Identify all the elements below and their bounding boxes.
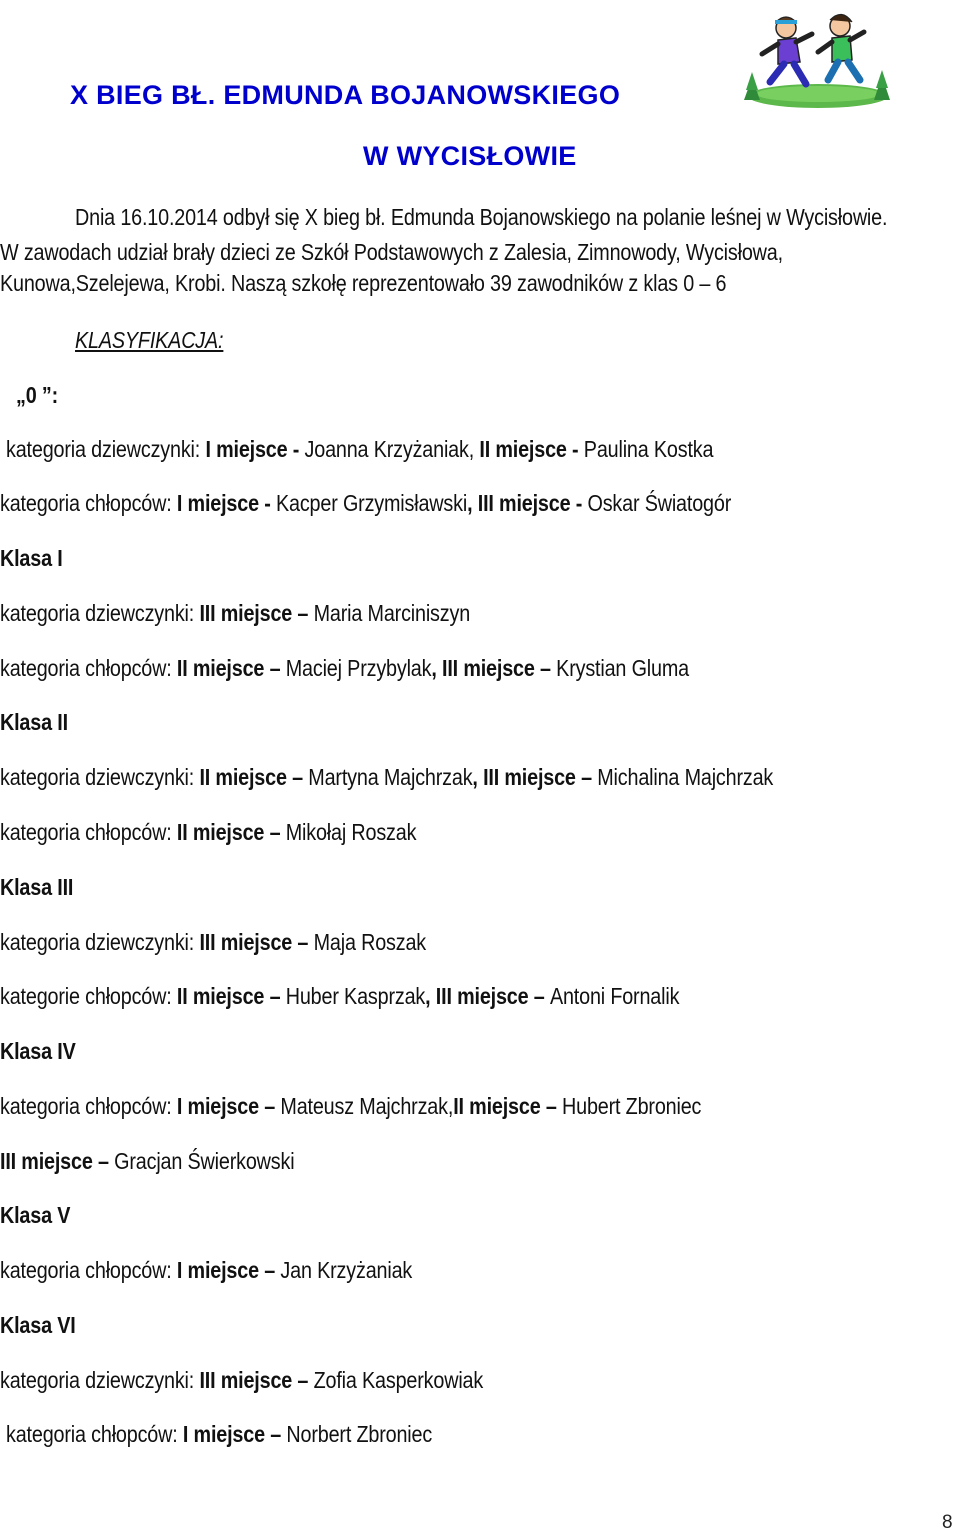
section-0-label: „0 ”:: [16, 382, 59, 408]
place-label: II miejsce –: [453, 1093, 563, 1119]
klasa-3-heading: Klasa III: [0, 874, 74, 900]
place-label: III miejsce –: [0, 1148, 115, 1174]
category-label: kategoria chłopców:: [0, 655, 177, 681]
place-label: II miejsce –: [199, 764, 309, 790]
place-label: II miejsce -: [479, 436, 584, 462]
klasa-6-heading: Klasa VI: [0, 1312, 76, 1338]
intro-line-2: W zawodach udział brały dzieci ze Szkół Podstawowych z Zalesia, Zimnowody, Wycisłowa,: [0, 239, 783, 265]
document-title-line2: W WYCISŁOWIE: [363, 141, 577, 171]
separator: ,: [431, 655, 443, 681]
athlete-name: Paulina Kostka: [583, 436, 714, 462]
athlete-name: Hubert Zbroniec: [562, 1093, 702, 1119]
klasa-6-boys-line: [6, 1421, 432, 1448]
athlete-name: Maja Roszak: [313, 929, 427, 955]
section-0-girls-line: [6, 436, 713, 463]
place-label: II miejsce –: [176, 983, 286, 1009]
category-label: kategoria chłopców:: [0, 1257, 177, 1283]
place-label: II miejsce –: [176, 819, 286, 845]
athlete-name: Kacper Grzymisławski: [275, 490, 468, 516]
section-0-boys-line: [0, 490, 731, 517]
place-label: III miejsce –: [483, 764, 598, 790]
place-label: III miejsce –: [199, 600, 314, 626]
category-label: kategorie chłopców:: [0, 983, 177, 1009]
place-label: III miejsce –: [199, 1367, 314, 1393]
klasa-5-boys-line: [0, 1257, 412, 1284]
klasa-3-girls-line: [0, 929, 426, 956]
klasa-4-boys-line: [0, 1093, 701, 1120]
klasa-1-heading: Klasa I: [0, 545, 63, 571]
place-label: I miejsce -: [176, 490, 276, 516]
category-label: kategoria dziewczynki:: [6, 436, 206, 462]
separator: ,: [472, 764, 484, 790]
athlete-name: Oskar Światogór: [587, 490, 732, 516]
klasa-2-heading: Klasa II: [0, 709, 68, 735]
athlete-name: Norbert Zbroniec: [286, 1421, 433, 1447]
athlete-name: Maciej Przybylak: [285, 655, 432, 681]
klasa-1-boys-line: [0, 655, 689, 682]
klasa-3-boys-line: [0, 983, 679, 1010]
place-label: III miejsce –: [442, 655, 557, 681]
athlete-name: Zofia Kasperkowiak: [313, 1367, 484, 1393]
klasa-4-heading: Klasa IV: [0, 1038, 76, 1064]
category-label: kategoria chłopców:: [0, 819, 177, 845]
athlete-name: Michalina Majchrzak: [597, 764, 774, 790]
place-label: I miejsce –: [176, 1093, 281, 1119]
category-label: kategoria dziewczynki:: [0, 600, 200, 626]
category-label: kategoria chłopców:: [0, 490, 177, 516]
klasa-2-girls-line: [0, 764, 773, 791]
place-label: I miejsce –: [182, 1421, 287, 1447]
klasa-6-girls-line: [0, 1367, 483, 1394]
athlete-name: Martyna Majchrzak: [308, 764, 473, 790]
klasa-4-boys-line-2: [0, 1148, 294, 1175]
intro-line-3: Kunowa,Szelejewa, Krobi. Naszą szkołę reprezentowało 39 zawodników z klas 0 – 6: [0, 270, 727, 296]
athlete-name: Maria Marciniszyn: [313, 600, 471, 626]
page-number: 8: [942, 1512, 953, 1533]
athlete-name: Mateusz Majchrzak,: [280, 1093, 454, 1119]
category-label: kategoria chłopców:: [0, 1093, 177, 1119]
klasa-5-heading: Klasa V: [0, 1202, 71, 1228]
category-label: kategoria chłopców:: [6, 1421, 183, 1447]
athlete-name: Huber Kasprzak: [285, 983, 426, 1009]
place-label: I miejsce –: [176, 1257, 281, 1283]
athlete-name: Antoni Fornalik: [549, 983, 680, 1009]
category-label: kategoria dziewczynki:: [0, 929, 200, 955]
category-label: kategoria dziewczynki:: [0, 1367, 200, 1393]
classification-heading: KLASYFIKACJA:: [75, 327, 224, 353]
category-label: kategoria dziewczynki:: [0, 764, 200, 790]
place-label: III miejsce -: [477, 490, 588, 516]
place-label: III miejsce –: [199, 929, 314, 955]
intro-line-1: Dnia 16.10.2014 odbył się X bieg bł. Edmunda Bojanowskiego na polanie leśnej w Wycisłowie.: [75, 204, 888, 230]
athlete-name: Joanna Krzyżaniak,: [304, 436, 480, 462]
running-children-illustration: [734, 4, 894, 112]
place-label: III miejsce –: [435, 983, 550, 1009]
athlete-name: Mikołaj Roszak: [285, 819, 417, 845]
klasa-2-boys-line: [0, 819, 416, 846]
document-title-line1: X BIEG BŁ. EDMUNDA BOJANOWSKIEGO: [70, 80, 621, 110]
separator: ,: [467, 490, 478, 516]
place-label: I miejsce -: [205, 436, 305, 462]
athlete-name: Krystian Gluma: [556, 655, 689, 681]
klasa-1-girls-line: [0, 600, 470, 627]
athlete-name: Jan Krzyżaniak: [280, 1257, 413, 1283]
athlete-name: Gracjan Świerkowski: [114, 1148, 295, 1174]
place-label: II miejsce –: [176, 655, 286, 681]
separator: ,: [425, 983, 436, 1009]
